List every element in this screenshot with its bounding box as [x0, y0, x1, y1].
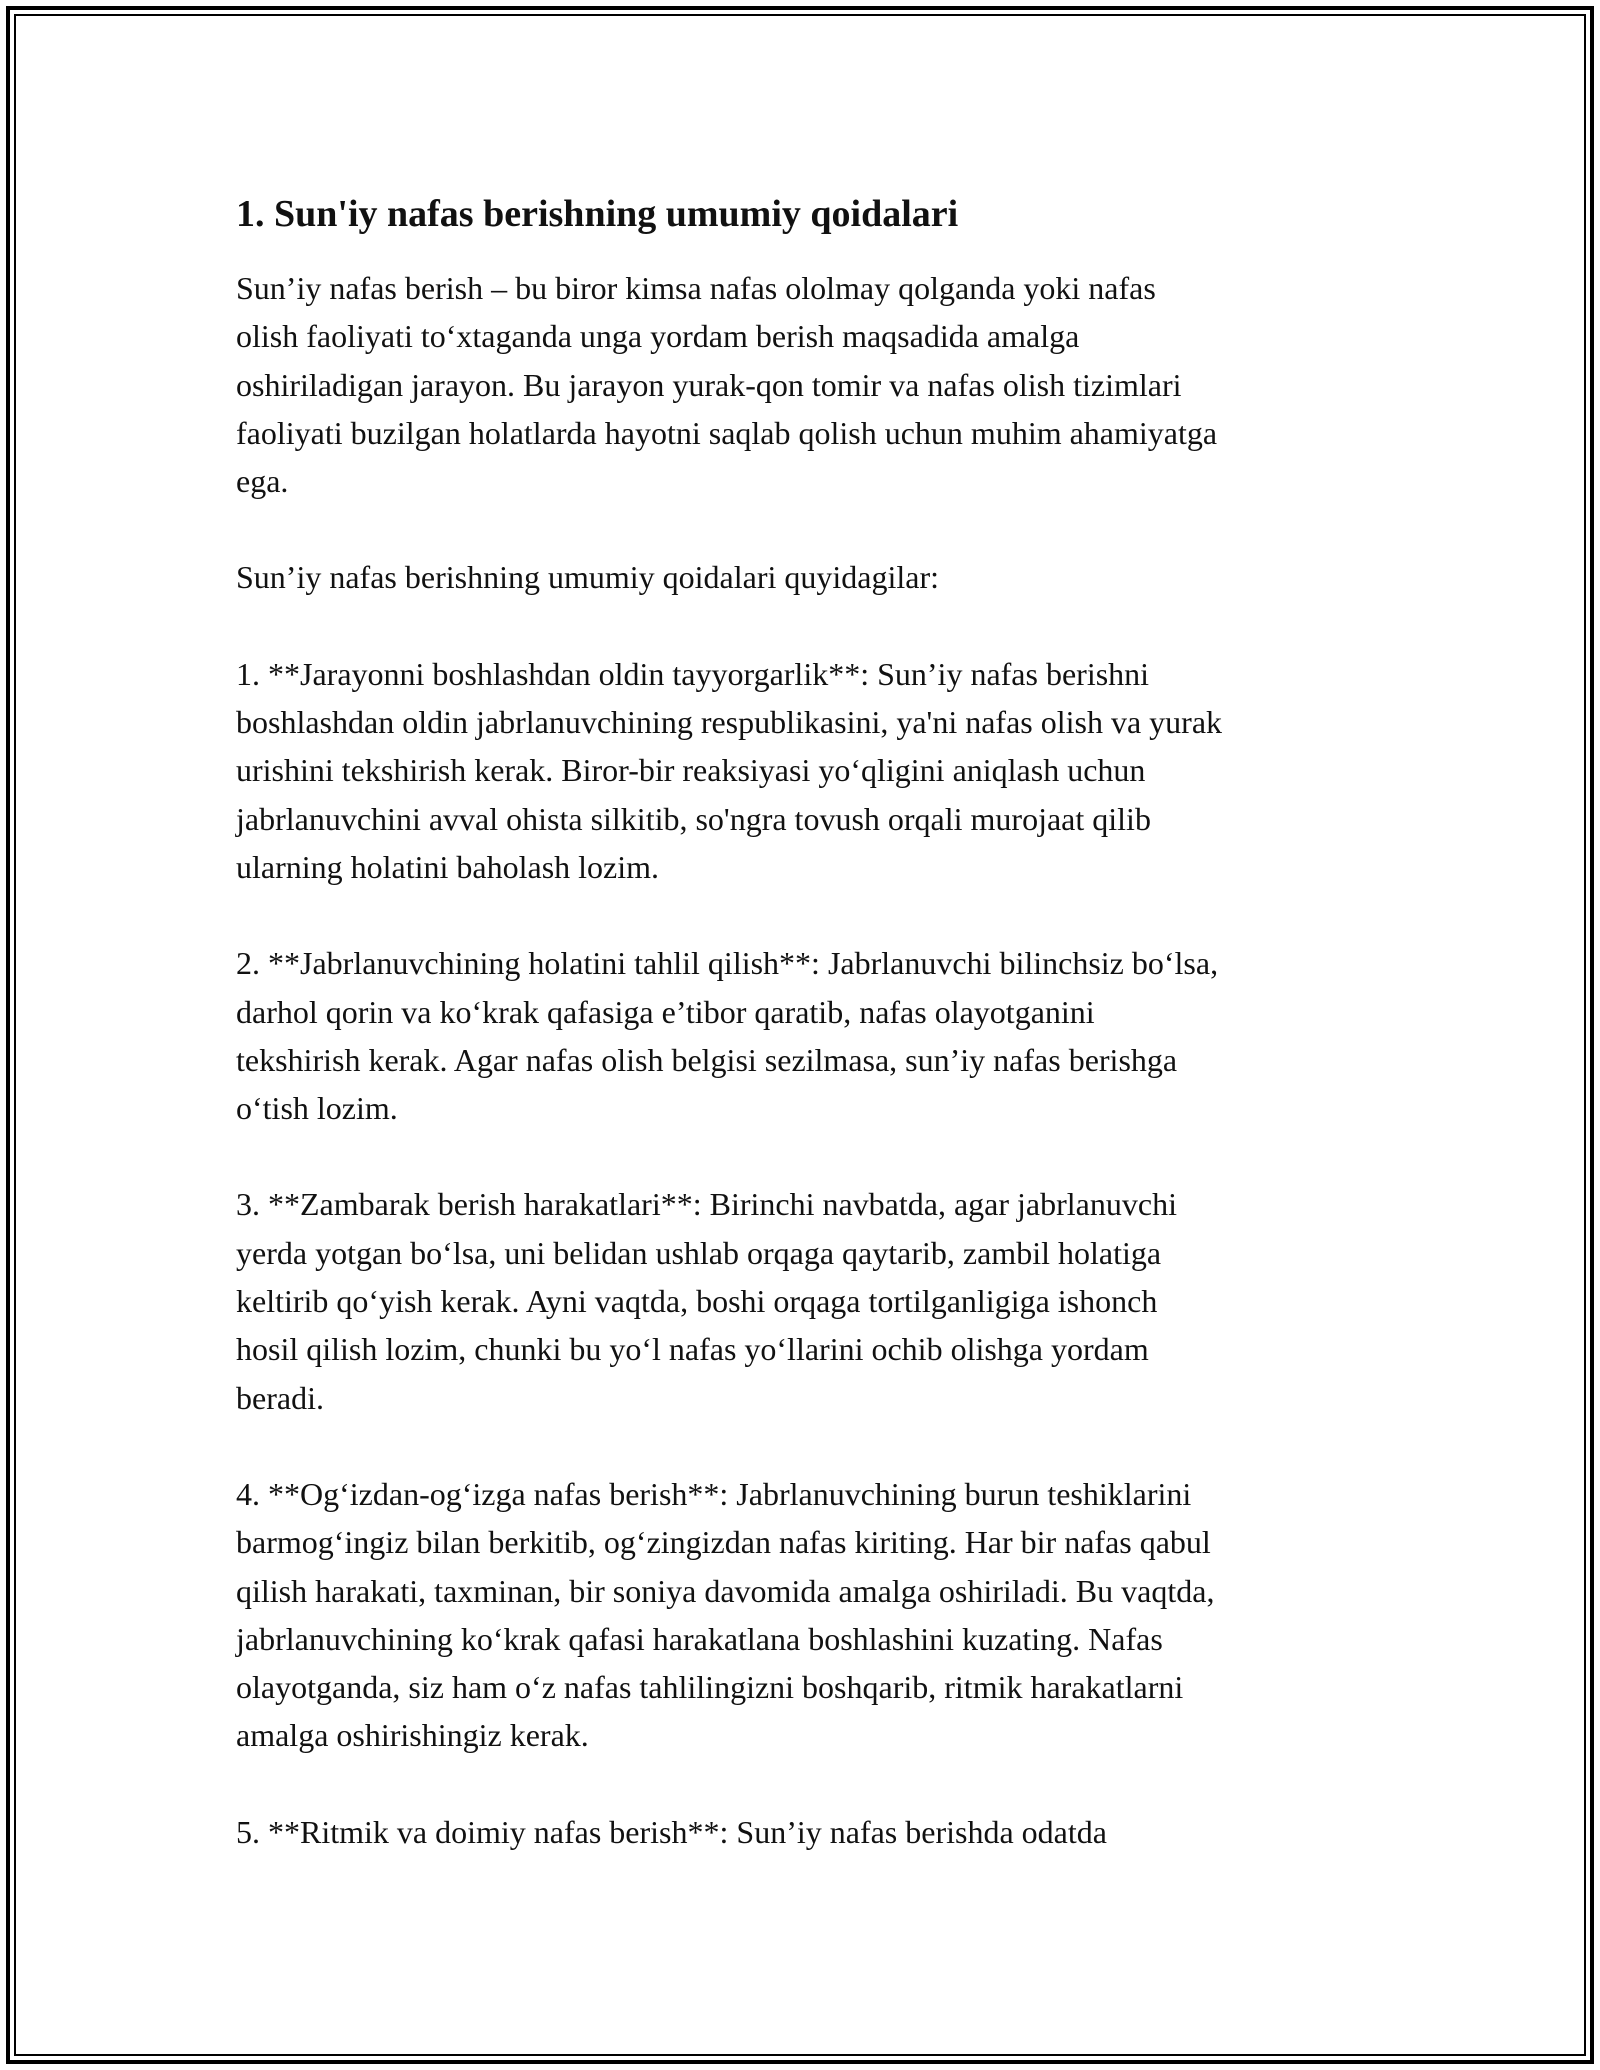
- paragraph-rule-4: 4. **Og‘izdan-og‘izga nafas berish**: Jabrlanuvchining burun teshiklarini barmog‘ingiz bilan berkitib, og‘zingizdan nafas kiriting. Har bir nafas qabul qilish harakati, taxminan, bir soniya davomida amalga oshiriladi. Bu vaqtda, jabrlanuvchining ko‘krak qafasi harakatlana boshlashini kuzating. Nafas olayotganda, siz ham o‘z nafas tahlilingizni boshqarib, ritmik harakatlarni amalga oshirishingiz kerak.: [236, 1475, 1215, 1754]
- document-title: 1. Sun'iy nafas berishning umumiy qoidalari: [236, 193, 959, 235]
- paragraph-rule-2: 2. **Jabrlanuvchining holatini tahlil qilish**: Jabrlanuvchi bilinchsiz bo‘lsa, darhol qorin va ko‘krak qafasiga e’tibor qaratib, nafas olayotganini tekshirish kerak. Agar nafas olish belgisi sezilmasa, sun’iy nafas berishga o‘tish lozim.: [236, 945, 1219, 1127]
- paragraph-intro: Sun’iy nafas berish – bu biror kimsa nafas ololmay qolganda yoki nafas olish faoliyati to‘xtaganda unga yordam berish maqsadida amalga oshiriladigan jarayon. Bu jarayon yurak-qon tomir va nafas olish tizimlari faoliyati buzilgan holatlarda hayotni saqlab qolish uchun muhim ahamiyatga ega.: [236, 270, 1218, 500]
- paragraph-rule-3: 3. **Zambarak berish harakatlari**: Birinchi navbatda, agar jabrlanuvchi yerda yotgan bo‘lsa, uni belidan ushlab orqaga qaytarib, zambil holatiga keltirib qo‘yish kerak. Ayni vaqtda, boshi orqaga tortilganligiga ishonch hosil qilish lozim, chunki bu yo‘l nafas yo‘llarini ochib olishga yordam beradi.: [236, 1186, 1177, 1416]
- paragraph-rule-5: 5. **Ritmik va doimiy nafas berish**: Sun’iy nafas berishda odatda: [236, 1813, 1107, 1850]
- document-body: [236, 190, 1386, 1904]
- paragraph-rule-1: 1. **Jarayonni boshlashdan oldin tayyorgarlik**: Sun’iy nafas berishni boshlashdan oldin jabrlanuvchining respublikasini, ya'ni nafas olish va yurak urishini tekshirish kerak. Biror-bir reaksiyasi yo‘qligini aniqlash uchun jabrlanuvchini avval ohista silkitib, so'ngra tovush orqali murojaat qilib ularning holatini baholash lozim.: [236, 655, 1223, 885]
- paragraph-rules-lead: Sun’iy nafas berishning umumiy qoidalari quyidagilar:: [236, 559, 939, 596]
